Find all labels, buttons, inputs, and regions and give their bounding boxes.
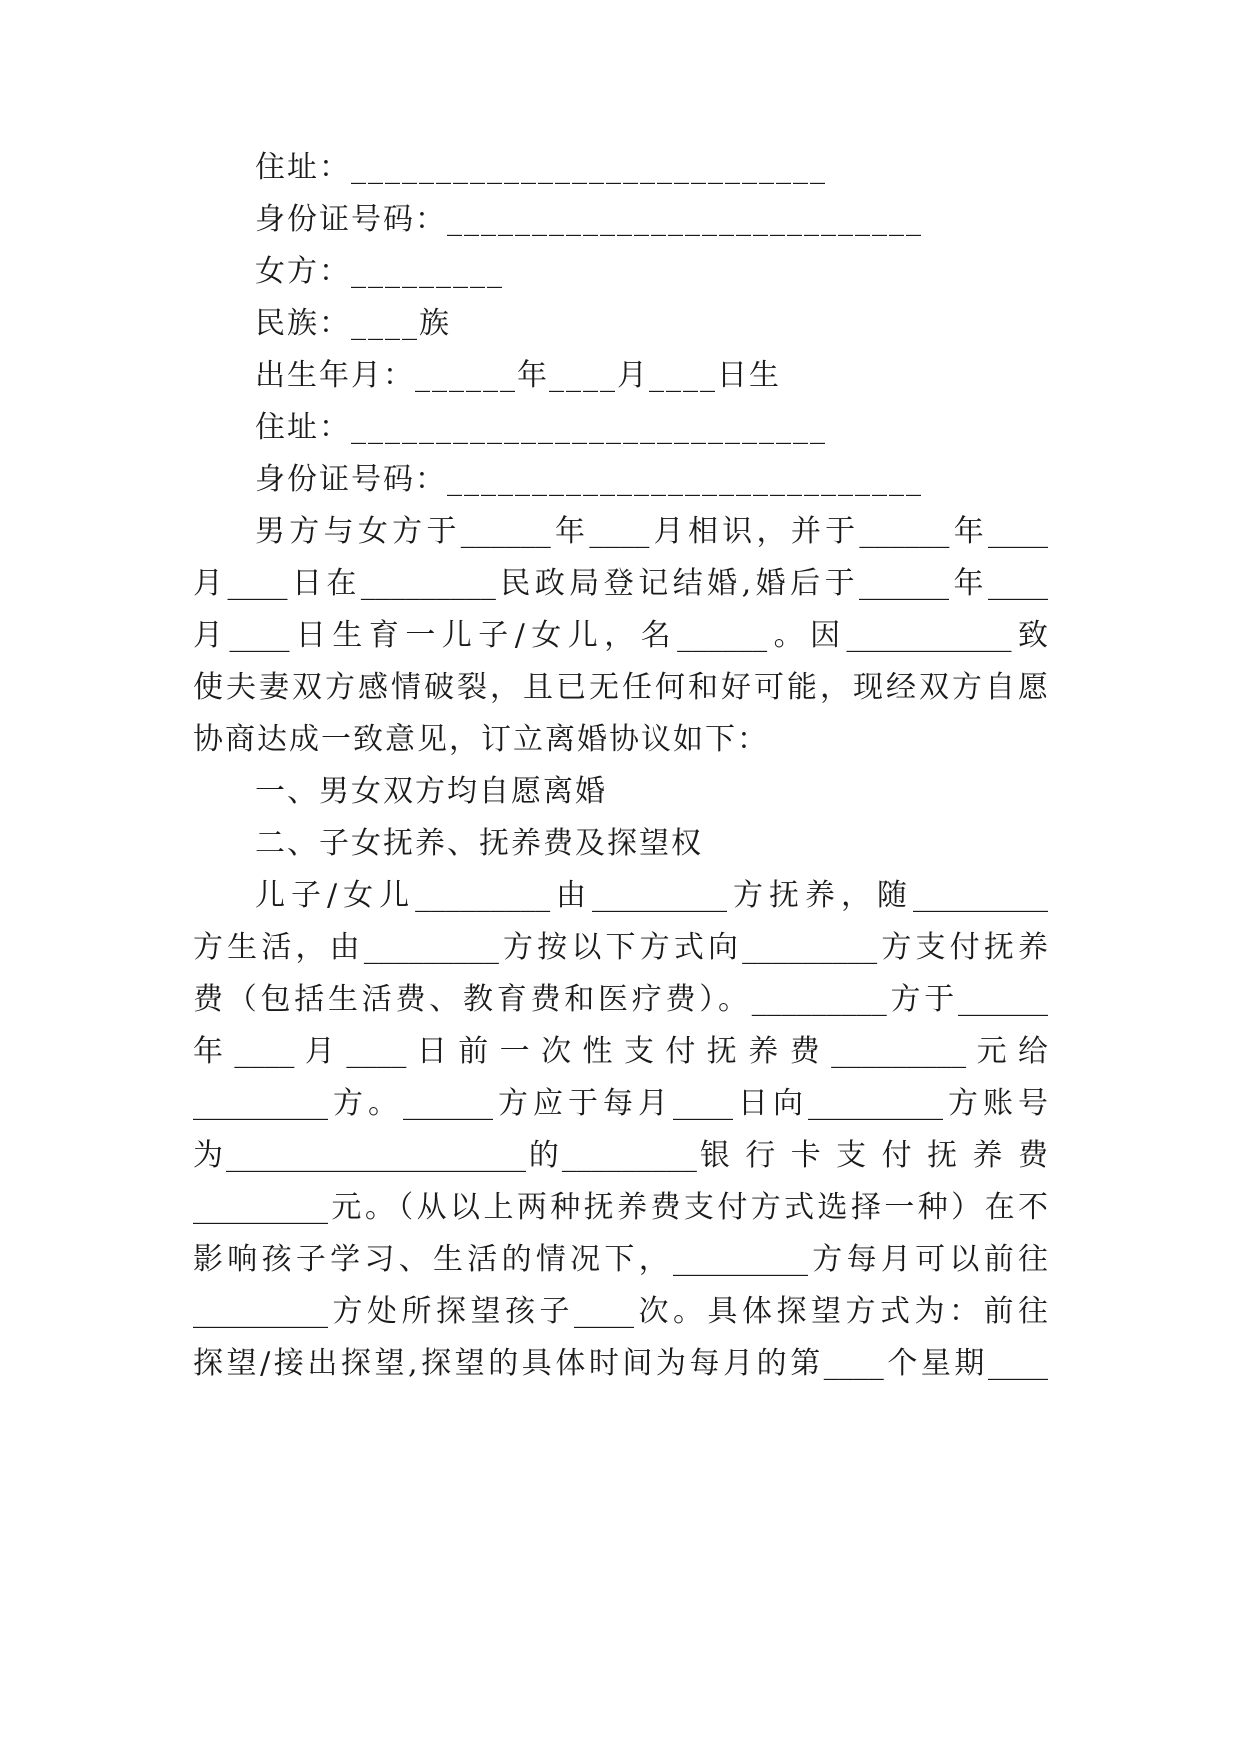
female-birthdate-line: 出生年月：______年____月____日生 — [255, 358, 781, 393]
paragraph-line: 月____日生育一儿子/女儿，名______。因___________致 — [193, 618, 1048, 653]
paragraph-line: 为____________________的_________银 行 卡 支 付 抚 养 费 — [193, 1138, 1048, 1173]
male-address-line: 住址：____________________________ — [255, 150, 827, 185]
paragraph-line: 方生活，由_________方按以下方式向_________方支付抚养 — [193, 930, 1048, 965]
female-ethnicity-line: 民族：____族 — [255, 306, 451, 341]
section-heading-1: 一、男女双方均自愿离婚 — [255, 774, 607, 809]
paragraph-line: 费（包括生活费、教育费和医疗费）。_________方于______ — [193, 982, 1048, 1017]
paragraph-line: 男方与女方于______年____月相识，并于______年____ — [255, 514, 1048, 549]
paragraph-line: 月____日在_________民政局登记结婚,婚后于______年____ — [193, 566, 1048, 601]
paragraph-line: _________元。（从以上两种抚养费支付方式选择一种）在不 — [193, 1190, 1048, 1225]
paragraph-line: _________方。______方应于每月____日向_________方账号 — [193, 1086, 1048, 1121]
paragraph-line: 使夫妻双方感情破裂，且已无任何和好可能，现经双方自愿 — [193, 670, 1048, 705]
female-address-line: 住址：____________________________ — [255, 410, 827, 445]
paragraph-line: _________方处所探望孩子____次。具体探望方式为：前往 — [193, 1294, 1048, 1329]
female-name-line: 女方：_________ — [255, 254, 504, 289]
paragraph-line: 年 ____ 月 ____ 日 前 一 次 性 支 付 抚 养 费 _________ 元 给 — [193, 1034, 1048, 1069]
female-id-number-line: 身份证号码：____________________________ — [255, 462, 923, 497]
paragraph-line: 儿子/女儿_________由_________方抚养，随_________ — [255, 878, 1048, 913]
paragraph-line: 探望/接出探望,探望的具体时间为每月的第____个星期____ — [193, 1346, 1048, 1381]
paragraph-line: 协商达成一致意见，订立离婚协议如下： — [193, 722, 769, 757]
section-heading-2: 二、子女抚养、抚养费及探望权 — [255, 826, 703, 861]
paragraph-line: 影响孩子学习、生活的情况下，_________方每月可以前往 — [193, 1242, 1048, 1277]
male-id-number-line: 身份证号码：____________________________ — [255, 202, 923, 237]
